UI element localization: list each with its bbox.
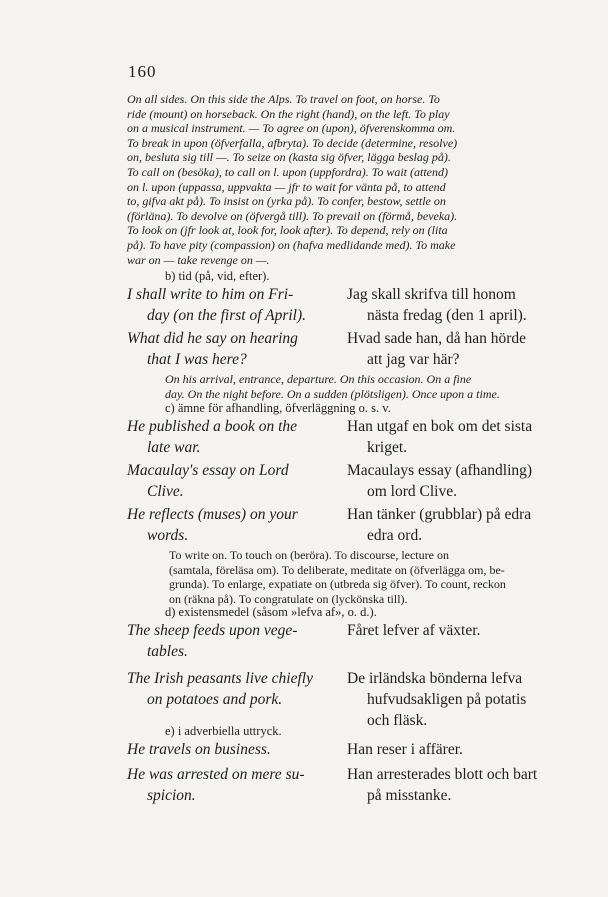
english-sentence: The Irish peasants live chiefly on potatoes and pork. [127, 670, 313, 708]
section-c-heading: c) ämne för afhandling, öfverläggning o. s. v. [165, 401, 391, 415]
intro-line: To call on (besöka), to call on l. upon (uppfordra). To wait (attend) [127, 164, 448, 179]
section-c [127, 400, 559, 606]
intro-line: (förläna). To devolve on (öfvergå till). To prevail on (förmå, beveka). [127, 208, 458, 223]
translation-pair [127, 504, 559, 546]
section-b-heading: b) tid (på, vid, efter). [165, 269, 270, 283]
translation-pair [127, 460, 559, 502]
note-line: on (räkna på). To congratulate on (lyckönska till). [169, 591, 408, 606]
swedish-translation: Fåret lefver af växter. [347, 622, 481, 639]
translation-pair [127, 764, 559, 806]
intro-line: To break in upon (öfverfalla, afbryta). To decide (determine, resolve) [127, 135, 458, 150]
section-e-heading: e) i adverbiella uttryck. [165, 724, 282, 738]
intro-line: On all sides. On this side the Alps. To travel on foot, on horse. To [127, 92, 440, 106]
translation-pair [127, 620, 559, 662]
translation-pair [127, 284, 559, 326]
translation-pair [127, 416, 559, 458]
swedish-translation: Han arresterades blott och bart på misstanke. [347, 766, 538, 804]
swedish-translation: Jag skall skrifva till honom nästa fredag (den 1 april). [347, 286, 527, 324]
section-e [127, 723, 559, 806]
translation-pair [127, 739, 559, 760]
section-d-heading: d) existensmedel (såsom »lefva af», o. d.). [165, 605, 377, 619]
swedish-translation: De irländska bönderna lefva hufvudsakligen på potatis och fläsk. [347, 670, 527, 729]
english-sentence: Macaulay's essay on Lord Clive. [127, 462, 289, 500]
translation-pair [127, 668, 559, 731]
page-number: 160 [128, 62, 157, 81]
note-line: day. On the night before. On a sudden (plötsligen). Once upon a time. [165, 386, 500, 401]
note-line: On his arrival, entrance, departure. On this occasion. On a fine [165, 372, 472, 386]
english-sentence: He reflects (muses) on your words. [127, 506, 298, 544]
swedish-translation: Macaulays essay (afhandling) om lord Clive. [347, 462, 533, 500]
intro-line: på). To have pity (compassion) on (hafva medlidande med). To make [127, 237, 456, 252]
translation-pair [127, 328, 559, 370]
english-sentence: What did he say on hearing that I was here? [127, 330, 298, 368]
section-d [127, 604, 559, 731]
english-sentence: He was arrested on mere su- spicion. [127, 766, 305, 804]
swedish-translation: Han reser i affärer. [347, 741, 463, 758]
intro-line: on, besluta sig till —. To seize on (kasta sig öfver, lägga beslag på). [127, 150, 451, 165]
english-sentence: I shall write to him on Fri- day (on the first of April). [127, 286, 307, 324]
intro-line: to, gifva akt på). To insist on (yrka på). To confer, bestow, settle on [127, 194, 446, 209]
note-line: (samtala, föreläsa om). To deliberate, meditate on (öfverlägga om, be- [169, 562, 505, 577]
intro-line: war on — take revenge on —. [127, 252, 270, 267]
intro-line: on l. upon (uppassa, uppvakta — jfr to wait for vänta på, to attend [127, 179, 446, 194]
intro-line: To look on (jfr look at, look for, look after). To depend, rely on (lita [127, 223, 448, 238]
intro-paragraph [127, 92, 559, 267]
english-sentence: He travels on business. [127, 741, 271, 758]
swedish-translation: Han utgaf en bok om det sista kriget. [347, 418, 533, 456]
swedish-translation: Hvad sade han, då han hörde att jag var här? [347, 330, 527, 368]
intro-line: ride (mount) on horseback. On the right (hand), on the left. To play [127, 106, 450, 121]
note-line: To write on. To touch on (beröra). To discourse, lecture on [169, 548, 449, 562]
swedish-translation: Han tänker (grubblar) på edra edra ord. [347, 506, 532, 544]
english-sentence: The sheep feeds upon vege- tables. [127, 622, 298, 660]
section-b [127, 268, 559, 401]
intro-line: on a musical instrument. — To agree on (upon), öfverenskomma om. [127, 121, 456, 136]
note-line: grunda). To enlarge, expatiate on (utbreda sig öfver). To count, reckon [169, 577, 506, 592]
english-sentence: He published a book on the late war. [127, 418, 298, 456]
